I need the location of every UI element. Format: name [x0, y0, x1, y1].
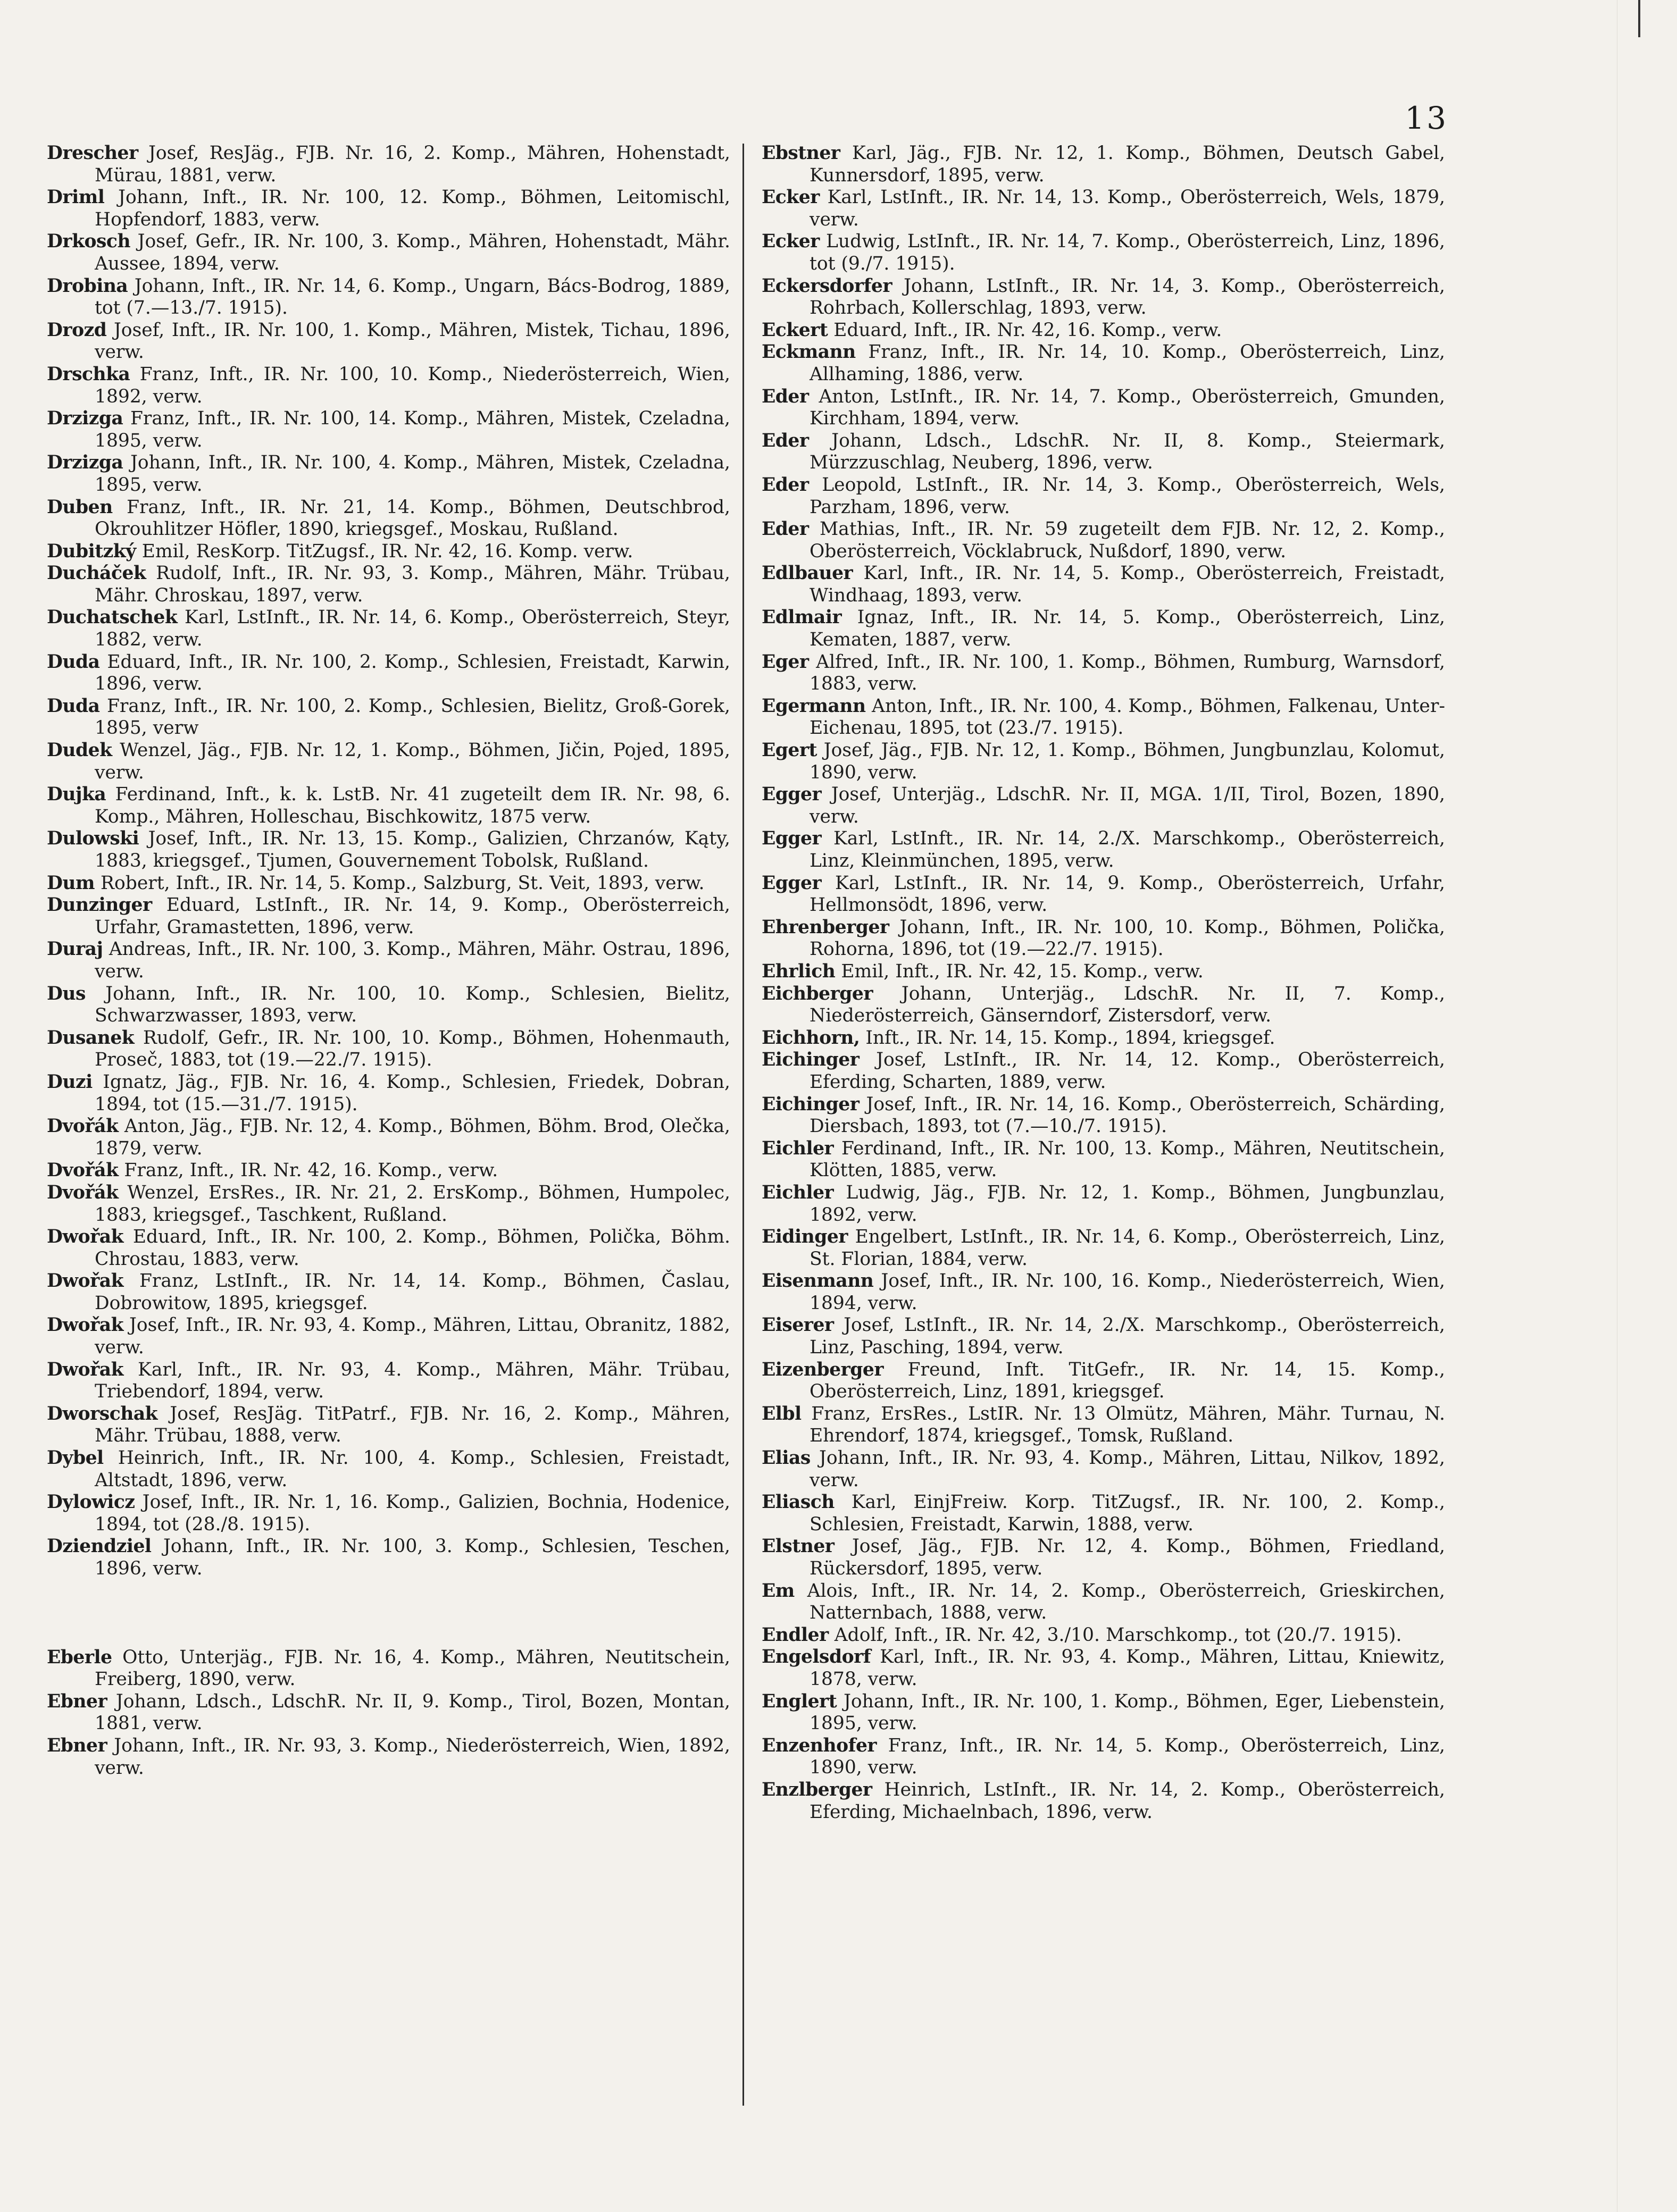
entry-details: Johann, Unterjäg., LdschR. Nr. II, 7. Komp., Niederösterreich, Gänserndorf, Zistersdorf, verw. [810, 983, 1445, 1027]
entry-surname: Edlmair [762, 607, 842, 629]
casualty-entry [762, 1027, 1445, 1050]
entry-surname: Eichler [762, 1137, 834, 1159]
entry-surname: Eichberger [762, 983, 873, 1004]
entry-surname: Eger [762, 651, 809, 673]
entry-surname: Duraj [47, 939, 103, 960]
casualty-entry [47, 1492, 730, 1536]
entry-details: Johann, Inft., IR. Nr. 100, 1. Komp., Böhmen, Eger, Liebenstein, 1895, verw. [810, 1690, 1445, 1735]
casualty-entry [47, 1160, 730, 1182]
entry-details: Freund, Inft. TitGefr., IR. Nr. 14, 15. Komp., Oberösterreich, Linz, 1891, kriegsgef. [810, 1359, 1445, 1403]
entry-details: Eduard, Inft., IR. Nr. 100, 2. Komp., Böhmen, Polička, Böhm. Chrostau, 1883, verw. [95, 1226, 730, 1270]
casualty-entry [762, 1735, 1445, 1779]
entry-details: Josef, Inft., IR. Nr. 1, 16. Komp., Galizien, Bochnia, Hodenice, 1894, tot (28./8. 1915). [95, 1492, 731, 1535]
entry-details: Johann, Inft., IR. Nr. 14, 6. Komp., Ungarn, Bács-Bodrog, 1889, tot (7.—13./7. 1915). [95, 275, 730, 319]
entry-surname: Ehrenberger [762, 916, 889, 938]
entry-details: Johann, Inft., IR. Nr. 93, 3. Komp., Niederösterreich, Wien, 1892, verw. [95, 1735, 730, 1779]
casualty-entry [762, 1094, 1445, 1138]
left-column [47, 143, 730, 1779]
entry-surname: Eiserer [762, 1314, 834, 1336]
casualty-entry [762, 1536, 1445, 1580]
entry-surname: Eidinger [762, 1226, 848, 1248]
entry-surname: Drescher [47, 143, 138, 164]
casualty-entry [762, 430, 1445, 474]
entry-surname: Enzenhofer [762, 1735, 877, 1756]
entry-surname: Duchatschek [47, 607, 178, 629]
casualty-entry [762, 1447, 1445, 1492]
casualty-entry [762, 1691, 1445, 1735]
entry-surname: Drzizga [47, 408, 123, 430]
casualty-entry [47, 1182, 730, 1226]
casualty-entry [762, 320, 1445, 342]
casualty-entry [762, 828, 1445, 872]
entry-surname: Eder [762, 430, 809, 451]
entry-details: Josef, Inft., IR. Nr. 13, 15. Komp., Galizien, Chrzanów, Kąty, 1883, kriegsgef., Tjumen, Gouvernement Tobolsk, Rußland. [95, 828, 730, 872]
casualty-entry [762, 1624, 1445, 1647]
entry-surname: Dworschak [47, 1403, 158, 1425]
casualty-entry [762, 1580, 1445, 1624]
entry-surname: Eder [762, 518, 809, 540]
entry-details: Franz, ErsRes., LstIR. Nr. 13 Olmütz, Mähren, Mähr. Turnau, N. Ehrendorf, 1874, kriegsgef., Tomsk, Rußland. [810, 1403, 1446, 1447]
entry-details: Josef, Inft., IR. Nr. 100, 16. Komp., Niederösterreich, Wien, 1894, verw. [810, 1270, 1445, 1314]
entry-details: Engelbert, LstInft., IR. Nr. 14, 6. Komp., Oberösterreich, Linz, St. Florian, 1884, verw. [810, 1226, 1446, 1270]
entry-surname: Duda [47, 695, 100, 717]
casualty-entry [47, 828, 730, 872]
entry-details: Karl, LstInft., IR. Nr. 14, 2./X. Marschkomp., Oberösterreich, Linz, Kleinmünchen, 1895, verw. [810, 828, 1445, 872]
casualty-entry [47, 1314, 730, 1359]
casualty-entry [762, 740, 1445, 784]
casualty-entry [762, 1779, 1445, 1823]
entry-surname: Drobina [47, 275, 128, 297]
entry-details: Josef, LstInft., IR. Nr. 14, 2./X. Marschkomp., Oberösterreich, Linz, Pasching, 1894, verw. [810, 1314, 1445, 1359]
casualty-entry [762, 231, 1445, 275]
entry-surname: Eder [762, 474, 809, 496]
casualty-entry [47, 1270, 730, 1314]
entry-surname: Elias [762, 1447, 811, 1469]
entry-details: Eduard, LstInft., IR. Nr. 14, 9. Komp., Oberösterreich, Urfahr, Gramastetten, 1896, verw. [95, 894, 731, 938]
entry-surname: Drzizga [47, 452, 123, 474]
casualty-entry [47, 894, 730, 939]
entry-surname: Eckmann [762, 341, 856, 363]
page-number: 13 [1405, 100, 1448, 136]
entry-surname: Dubitzký [47, 540, 136, 562]
entry-surname: Ebner [47, 1690, 107, 1712]
entry-details: Johann, Inft., IR. Nr. 100, 10. Komp., Schlesien, Bielitz, Schwarzwasser, 1893, verw. [95, 983, 731, 1027]
entry-details: Franz, LstInft., IR. Nr. 14, 14. Komp., Böhmen, Časlau, Dobrowitow, 1895, kriegsgef. [95, 1270, 731, 1314]
entry-surname: Dus [47, 983, 86, 1004]
entry-details: Johann, Inft., IR. Nr. 100, 3. Komp., Schlesien, Teschen, 1896, verw. [95, 1536, 730, 1579]
entry-surname: Dusanek [47, 1027, 135, 1049]
casualty-entry [47, 696, 730, 740]
entry-details: Anton, Jäg., FJB. Nr. 12, 4. Komp., Böhmen, Böhm. Brod, Olečka, 1879, verw. [95, 1116, 730, 1159]
casualty-entry [762, 187, 1445, 231]
entry-surname: Drkosch [47, 231, 131, 253]
entry-details: Karl, Inft., IR. Nr. 14, 5. Komp., Oberösterreich, Freistadt, Windhaag, 1893, verw. [810, 563, 1446, 606]
casualty-entry [762, 1403, 1445, 1447]
casualty-entry [762, 143, 1445, 187]
entry-details: Josef, Inft., IR. Nr. 14, 16. Komp., Oberösterreich, Schärding, Diersbach, 1893, tot (7.—10./7. 1915). [810, 1093, 1445, 1137]
entry-details: Emil, ResKorp. TitZugsf., IR. Nr. 42, 16. Komp. verw. [141, 540, 633, 562]
column-divider [742, 144, 744, 2106]
casualty-entry [762, 1314, 1445, 1359]
entry-details: Eduard, Inft., IR. Nr. 42, 16. Komp., verw. [833, 319, 1222, 341]
entry-details: Wenzel, Jäg., FJB. Nr. 12, 1. Komp., Böhmen, Jičin, Pojed, 1895, verw. [95, 740, 730, 783]
entry-details: Ignaz, Inft., IR. Nr. 14, 5. Komp., Oberösterreich, Linz, Kematen, 1887, verw. [810, 607, 1445, 651]
casualty-entry [47, 497, 730, 541]
entry-surname: Driml [47, 187, 105, 208]
entry-surname: Dvořák [47, 1116, 119, 1137]
casualty-entry [47, 784, 730, 828]
entry-details: Karl, Inft., IR. Nr. 93, 4. Komp., Mähren, Littau, Kniewitz, 1878, verw. [810, 1646, 1445, 1690]
entry-surname: Duda [47, 651, 100, 673]
entry-details: Otto, Unterjäg., FJB. Nr. 16, 4. Komp., Mähren, Neutitschein, Freiberg, 1890, verw. [95, 1646, 731, 1690]
entry-surname: Dujka [47, 784, 106, 806]
entry-surname: Ecker [762, 231, 820, 253]
casualty-entry [762, 341, 1445, 386]
entry-details: Johann, Inft., IR. Nr. 93, 4. Komp., Mähren, Littau, Nilkov, 1892, verw. [810, 1447, 1445, 1491]
entry-details: Ferdinand, Inft., IR. Nr. 100, 13. Komp., Mähren, Neutitschein, Klötten, 1885, verw. [810, 1137, 1446, 1182]
casualty-entry [47, 939, 730, 983]
casualty-entry [762, 784, 1445, 828]
casualty-entry [762, 1492, 1445, 1536]
entry-surname: Em [762, 1580, 795, 1602]
entry-details: Anton, LstInft., IR. Nr. 14, 7. Komp., Oberösterreich, Gmunden, Kirchham, 1894, verw. [810, 386, 1445, 430]
entry-surname: Dwořak [47, 1359, 124, 1380]
entry-surname: Dziendziel [47, 1536, 152, 1557]
casualty-entry [762, 983, 1445, 1027]
right-column [762, 143, 1445, 1823]
entry-surname: Eichler [762, 1182, 834, 1203]
entry-surname: Ducháček [47, 563, 146, 584]
entry-surname: Dylowicz [47, 1492, 135, 1513]
casualty-entry [47, 1647, 730, 1691]
entry-details: Josef, Jäg., FJB. Nr. 12, 1. Komp., Böhmen, Jungbunzlau, Kolomut, 1890, verw. [810, 740, 1445, 783]
entry-details: Johann, Inft., IR. Nr. 100, 4. Komp., Mähren, Mistek, Czeladna, 1895, verw. [95, 452, 731, 496]
entry-surname: Eckert [762, 319, 828, 341]
entry-surname: Ebstner [762, 143, 840, 164]
entry-details: Franz, Inft., IR. Nr. 21, 14. Komp., Böhmen, Deutschbrod, Okrouhlitzer Höfler, 1890, kriegsgef., Moskau, Rußland. [95, 496, 731, 540]
entry-details: Franz, Inft., IR. Nr. 100, 14. Komp., Mähren, Mistek, Czeladna, 1895, verw. [95, 408, 731, 451]
entry-surname: Egger [762, 784, 822, 806]
entry-details: Karl, LstInft., IR. Nr. 14, 6. Komp., Oberösterreich, Steyr, 1882, verw. [95, 607, 730, 651]
casualty-entry [47, 651, 730, 696]
entry-details: Josef, ResJäg. TitPatrf., FJB. Nr. 16, 2. Komp., Mähren, Mähr. Trübau, 1888, verw. [95, 1403, 731, 1447]
entry-details: Franz, Inft., IR. Nr. 100, 10. Komp., Niederösterreich, Wien, 1892, verw. [95, 363, 731, 407]
entry-surname: Eliasch [762, 1492, 835, 1513]
casualty-entry [47, 1071, 730, 1116]
entry-details: Josef, Unterjäg., LdschR. Nr. II, MGA. 1/II, Tirol, Bozen, 1890, verw. [810, 784, 1445, 827]
entry-surname: Dvořák [47, 1160, 119, 1182]
entry-surname: Dum [47, 872, 95, 894]
entry-details: Emil, Inft., IR. Nr. 42, 15. Komp., verw. [841, 960, 1204, 982]
entry-surname: Eichhorn, [762, 1027, 860, 1049]
entry-details: Johann, Inft., IR. Nr. 100, 12. Komp., Böhmen, Leitomischl, Hopfendorf, 1883, verw. [95, 187, 730, 230]
casualty-entry [47, 563, 730, 607]
entry-surname: Dwořak [47, 1270, 124, 1292]
casualty-entry [762, 1270, 1445, 1314]
entry-details: Ferdinand, Inft., k. k. LstB. Nr. 41 zugeteilt dem IR. Nr. 98, 6. Komp., Mähren, Holleschau, Bischkowitz, 1875 verw. [95, 784, 731, 827]
entry-details: Inft., IR. Nr. 14, 15. Komp., 1894, kriegsgef. [865, 1027, 1275, 1049]
casualty-entry [762, 1182, 1445, 1226]
entry-surname: Egger [762, 872, 822, 894]
entry-surname: Dwořak [47, 1314, 124, 1336]
casualty-entry [47, 607, 730, 651]
casualty-entry [762, 961, 1445, 983]
entry-details: Josef, LstInft., IR. Nr. 14, 12. Komp., Oberösterreich, Eferding, Scharten, 1889, verw. [810, 1049, 1446, 1093]
entry-surname: Englert [762, 1690, 837, 1712]
entry-surname: Eberle [47, 1646, 112, 1668]
entry-surname: Drschka [47, 363, 130, 385]
casualty-entry [762, 1138, 1445, 1182]
entry-surname: Eichinger [762, 1049, 860, 1071]
casualty-entry [47, 1226, 730, 1270]
entry-surname: Eizenberger [762, 1359, 884, 1380]
entry-details: Rudolf, Inft., IR. Nr. 93, 3. Komp., Mähren, Mähr. Trübau, Mähr. Chroskau, 1897, verw. [95, 563, 730, 606]
entry-details: Adolf, Inft., IR. Nr. 42, 3./10. Marschkomp., tot (20./7. 1915). [834, 1624, 1402, 1646]
entry-surname: Ebner [47, 1735, 107, 1756]
entry-details: Mathias, Inft., IR. Nr. 59 zugeteilt dem FJB. Nr. 12, 2. Komp., Oberösterreich, Vöcklabruck, Nußdorf, 1890, verw. [810, 518, 1445, 562]
entry-details: Johann, Ldsch., LdschR. Nr. II, 8. Komp., Steiermark, Mürzzuschlag, Neuberg, 1896, verw. [810, 430, 1445, 474]
entry-details: Wenzel, ErsRes., IR. Nr. 21, 2. ErsKomp., Böhmen, Humpolec, 1883, kriegsgef., Taschkent, Rußland. [95, 1182, 730, 1226]
entry-details: Josef, Jäg., FJB. Nr. 12, 4. Komp., Böhmen, Friedland, Rückersdorf, 1895, verw. [810, 1536, 1445, 1579]
entry-surname: Endler [762, 1624, 829, 1646]
casualty-entry [47, 408, 730, 452]
casualty-entry [47, 320, 730, 364]
casualty-entry [47, 541, 730, 563]
entry-surname: Enzlberger [762, 1779, 872, 1800]
entry-surname: Dudek [47, 740, 112, 761]
entry-details: Josef, Inft., IR. Nr. 100, 1. Komp., Mähren, Mistek, Tichau, 1896, verw. [95, 319, 730, 363]
entry-surname: Eisenmann [762, 1270, 874, 1292]
casualty-entry [762, 563, 1445, 607]
casualty-entry [47, 983, 730, 1027]
entry-details: Franz, Inft., IR. Nr. 100, 2. Komp., Schlesien, Bielitz, Groß-Gorek, 1895, verw [95, 695, 731, 739]
entry-details: Leopold, LstInft., IR. Nr. 14, 3. Komp., Oberösterreich, Wels, Parzham, 1896, verw. [810, 474, 1445, 518]
entry-details: Eduard, Inft., IR. Nr. 100, 2. Komp., Schlesien, Freistadt, Karwin, 1896, verw. [95, 651, 730, 695]
entry-surname: Egermann [762, 695, 866, 717]
casualty-entry [47, 231, 730, 275]
entry-details: Alfred, Inft., IR. Nr. 100, 1. Komp., Böhmen, Rumburg, Warnsdorf, 1883, verw. [810, 651, 1445, 695]
casualty-entry [47, 1691, 730, 1735]
casualty-entry [47, 187, 730, 231]
entry-details: Heinrich, LstInft., IR. Nr. 14, 2. Komp., Oberösterreich, Eferding, Michaelnbach, 1896, verw. [810, 1779, 1445, 1823]
entry-surname: Dunzinger [47, 894, 152, 916]
entry-surname: Egger [762, 828, 822, 850]
entry-surname: Duben [47, 496, 113, 518]
entry-details: Franz, Inft., IR. Nr. 42, 16. Komp., verw. [124, 1160, 498, 1182]
casualty-entry [47, 1116, 730, 1160]
casualty-entry [762, 1359, 1445, 1403]
entry-details: Alois, Inft., IR. Nr. 14, 2. Komp., Oberösterreich, Grieskirchen, Natternbach, 1888, verw. [807, 1580, 1445, 1624]
casualty-entry [47, 1447, 730, 1492]
entry-details: Josef, ResJäg., FJB. Nr. 16, 2. Komp., Mähren, Hohenstadt, Mürau, 1881, verw. [95, 143, 730, 186]
casualty-entry [762, 275, 1445, 320]
casualty-entry [47, 452, 730, 496]
entry-details: Ludwig, LstInft., IR. Nr. 14, 7. Komp., Oberösterreich, Linz, 1896, tot (9./7. 1915). [810, 231, 1445, 274]
entry-surname: Ecker [762, 187, 820, 208]
casualty-entry [762, 1049, 1445, 1093]
casualty-entry [47, 1735, 730, 1779]
entry-details: Ludwig, Jäg., FJB. Nr. 12, 1. Komp., Böhmen, Jungbunzlau, 1892, verw. [810, 1182, 1445, 1226]
entry-surname: Eder [762, 386, 809, 407]
casualty-entry [47, 143, 730, 187]
entry-details: Ignatz, Jäg., FJB. Nr. 16, 4. Komp., Schlesien, Friedek, Dobran, 1894, tot (15.—31./7. 1915). [95, 1071, 730, 1115]
entry-surname: Dvořák [47, 1182, 119, 1203]
casualty-entry [47, 275, 730, 320]
entry-surname: Elbl [762, 1403, 802, 1425]
entry-surname: Dwořak [47, 1226, 124, 1248]
entry-details: Karl, Jäg., FJB. Nr. 12, 1. Komp., Böhmen, Deutsch Gabel, Kunnersdorf, 1895, verw. [810, 143, 1445, 186]
entry-surname: Eichinger [762, 1093, 860, 1115]
entry-details: Karl, LstInft., IR. Nr. 14, 13. Komp., Oberösterreich, Wels, 1879, verw. [810, 187, 1446, 230]
casualty-entry [762, 873, 1445, 917]
casualty-entry [47, 873, 730, 895]
entry-details: Johann, Inft., IR. Nr. 100, 10. Komp., Böhmen, Polička, Rohorna, 1896, tot (19.—22./7. 1915). [810, 916, 1446, 960]
entry-details: Andreas, Inft., IR. Nr. 100, 3. Komp., Mähren, Mähr. Ostrau, 1896, verw. [95, 939, 730, 982]
entry-details: Anton, Inft., IR. Nr. 100, 4. Komp., Böhmen, Falkenau, Unter-Eichenau, 1895, tot (23./7. 1915). [810, 695, 1445, 739]
casualty-entry [47, 364, 730, 408]
entry-surname: Edlbauer [762, 563, 853, 584]
entry-surname: Eckersdorfer [762, 275, 892, 297]
entry-details: Karl, EinjFreiw. Korp. TitZugsf., IR. Nr. 100, 2. Komp., Schlesien, Freistadt, Karwin, 1888, verw. [810, 1492, 1445, 1535]
entry-details: Karl, Inft., IR. Nr. 93, 4. Komp., Mähren, Mähr. Trübau, Triebendorf, 1894, verw. [95, 1359, 731, 1403]
scan-edge-mark [1638, 0, 1640, 37]
section-gap [47, 1580, 730, 1647]
casualty-entry [762, 1646, 1445, 1690]
casualty-entry [47, 740, 730, 784]
casualty-entry [762, 917, 1445, 961]
casualty-entry [762, 1226, 1445, 1270]
entry-details: Josef, Gefr., IR. Nr. 100, 3. Komp., Mähren, Hohenstadt, Mähr. Aussee, 1894, verw. [95, 231, 730, 274]
entry-details: Rudolf, Gefr., IR. Nr. 100, 10. Komp., Böhmen, Hohenmauth, Proseč, 1883, tot (19.—22./7. 1915). [95, 1027, 731, 1071]
entry-details: Heinrich, Inft., IR. Nr. 100, 4. Komp., Schlesien, Freistadt, Altstadt, 1896, verw. [95, 1447, 731, 1491]
casualty-entry [762, 651, 1445, 696]
entry-surname: Duzi [47, 1071, 93, 1093]
entry-surname: Dulowski [47, 828, 139, 850]
entry-surname: Ehrlich [762, 960, 836, 982]
casualty-entry [47, 1403, 730, 1447]
entry-surname: Egert [762, 740, 817, 761]
entry-details: Karl, LstInft., IR. Nr. 14, 9. Komp., Oberösterreich, Urfahr, Hellmonsödt, 1896, verw. [810, 872, 1446, 916]
casualty-entry [762, 386, 1445, 430]
casualty-entry [762, 474, 1445, 518]
entry-details: Robert, Inft., IR. Nr. 14, 5. Komp., Salzburg, St. Veit, 1893, verw. [100, 872, 705, 894]
casualty-entry [762, 696, 1445, 740]
casualty-entry [762, 518, 1445, 563]
entry-details: Franz, Inft., IR. Nr. 14, 5. Komp., Oberösterreich, Linz, 1890, verw. [810, 1735, 1445, 1779]
entry-surname: Drozd [47, 319, 107, 341]
casualty-entry [762, 607, 1445, 651]
casualty-entry [47, 1027, 730, 1071]
entry-details: Johann, Ldsch., LdschR. Nr. II, 9. Komp., Tirol, Bozen, Montan, 1881, verw. [95, 1690, 731, 1735]
entry-details: Josef, Inft., IR. Nr. 93, 4. Komp., Mähren, Littau, Obranitz, 1882, verw. [95, 1314, 731, 1359]
casualty-entry [47, 1359, 730, 1403]
entry-details: Franz, Inft., IR. Nr. 14, 10. Komp., Oberösterreich, Linz, Allhaming, 1886, verw. [810, 341, 1445, 385]
entry-surname: Dybel [47, 1447, 104, 1469]
entry-surname: Elstner [762, 1536, 835, 1557]
casualty-entry [47, 1536, 730, 1580]
entry-details: Johann, LstInft., IR. Nr. 14, 3. Komp., Oberösterreich, Rohrbach, Kollerschlag, 1893, verw. [810, 275, 1445, 319]
entry-surname: Engelsdorf [762, 1646, 871, 1668]
